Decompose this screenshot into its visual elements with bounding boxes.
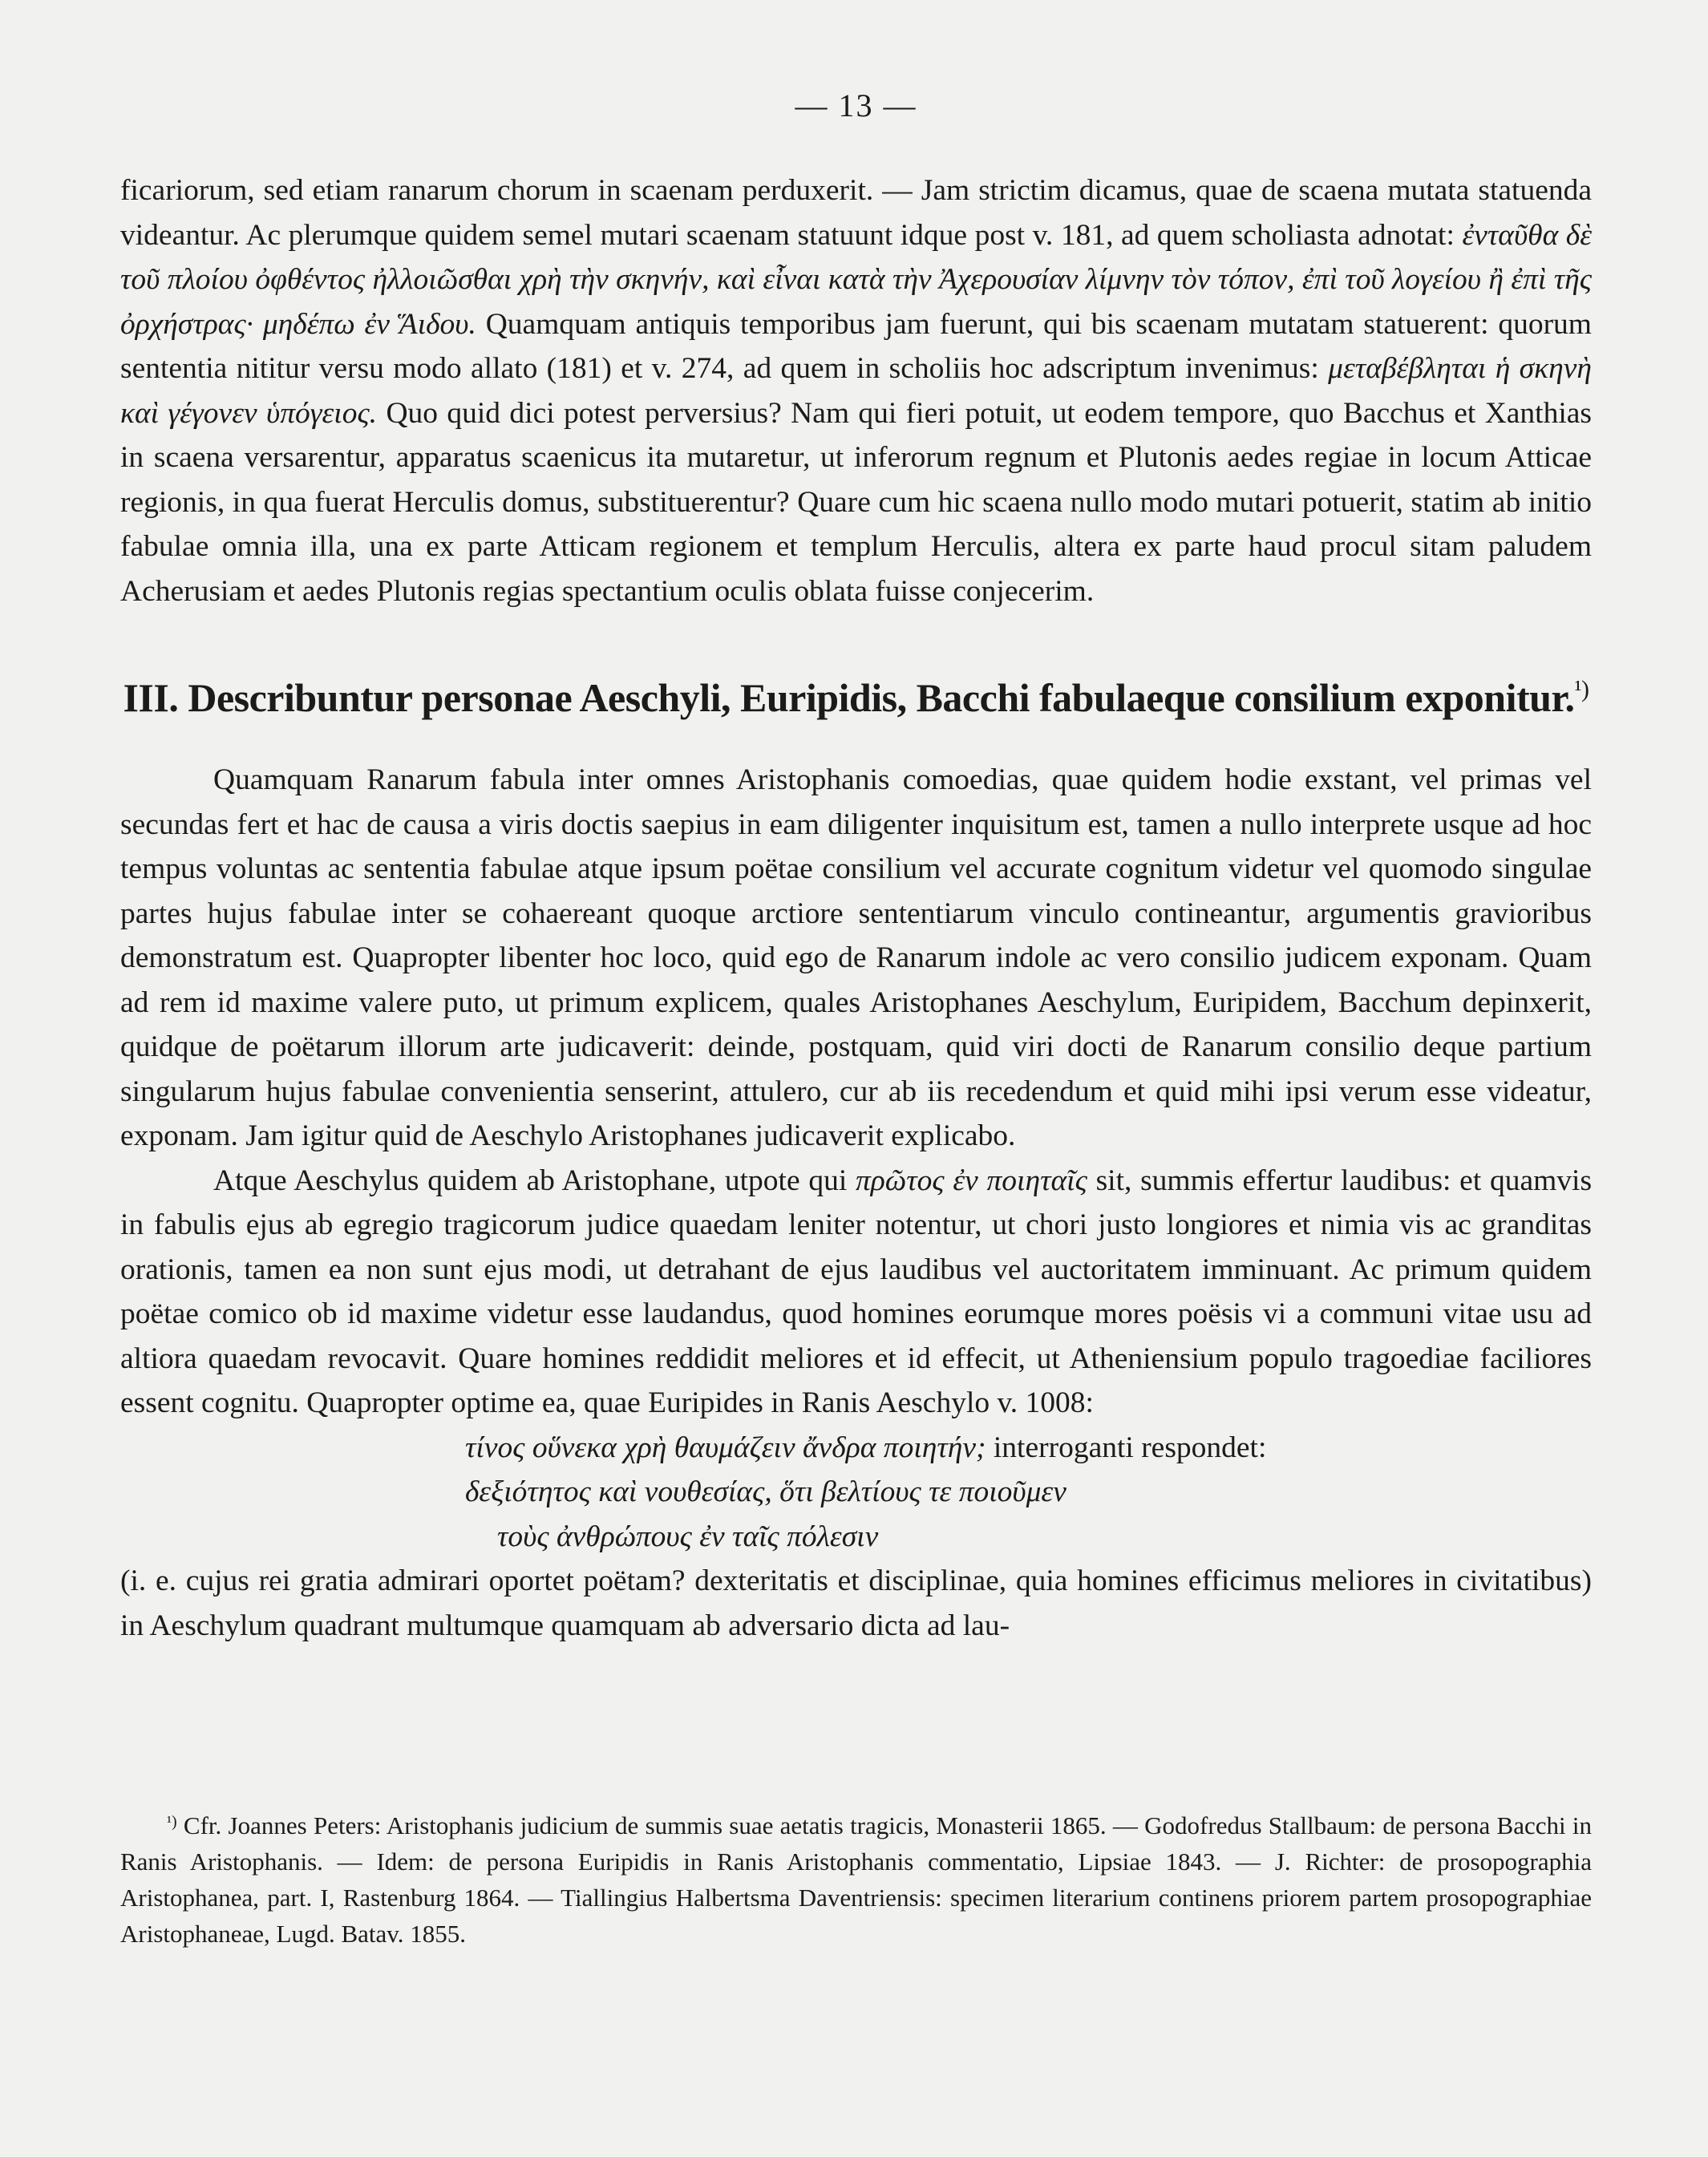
paragraph-aeschylus-start: Atque Aeschylus quidem ab Aristophane, utpote qui bbox=[213, 1163, 848, 1197]
section-heading bbox=[120, 670, 1592, 726]
verse-quote bbox=[120, 1426, 1592, 1560]
paragraph-aeschylus bbox=[120, 1159, 1592, 1426]
paragraph-ranarum: Quamquam Ranarum fabula inter omnes Aristophanis comoedias, quae quidem hodie exstant, vel primas vel secundas fert et hac de causa a viris doctis saepius in eam diligenter inquisitum est, tamen a nullo interprete usque ad hoc tempus voluntas ac sententia fabulae atque ipsum poëtae consilium vel accurate cognitum videtur vel quomodo singulae partes hujus fabulae inter se cohaereant quoque arctiore sententiarum vinculo contineantur, argumentis gravioribus demonstratum est. Quapropter libenter hoc loco, quid ego de Ranarum indole ac vero consilio judicem exponam. Quam ad rem id maxime valere puto, ut primum explicem, quales Aristophanes Aeschylum, Euripidem, Bacchum depinxerit, quidque de poëtarum illorum arte judicaverit: deinde, postquam, quid viri docti de Ranarum consilio deque partium singularum hujus fabulae convenientia senserint, attulero, cur ab iis recedendum et quid mihi ipsi verum esse videatur, exponam. Jam igitur quid de Aeschylo Aristophanes judicaverit explicabo. bbox=[120, 763, 1592, 1152]
footnote-text: Cfr. Joannes Peters: Aristophanis judicium de summis suae aetatis tragicis, Monasterii 1865. — Godofredus Stallbaum: de persona Bacchi in Ranis Aristophanis. — Idem: de persona Euripidis in Ranis Aristophanis commentatio, Lipsiae 1843. — J. Richter: de prosopographia Aristophanea, part. I, Rastenburg 1864. — Tiallingius Halbertsma Daventriensis: specimen literarium continens priorem partem prosopographiae Aristophaneae, Lugd. Batav. 1855. bbox=[120, 1811, 1592, 1948]
greek-scholion: ἐνταῦθα δὲ τοῦ πλοίου ὀφθέντος ἠλλοιῶσθαι χρὴ τὴν σκηνήν, καὶ εἶναι κατὰ τὴν Ἀχερουσίαν λίμνην τὸν τόπον, ἐπὶ τοῦ λογείου ἢ ἐπὶ τῆς ὀρχήστρας· μηδέπω ἐν Ἅιδου. bbox=[120, 218, 1593, 341]
quote-line-2: δεξιότητος καὶ νουθεσίας, ὅτι βελτίους τε ποιοῦμεν bbox=[465, 1475, 1066, 1508]
quote-line-3: τοὺς ἀνθρώπους ἐν ταῖς πόλεσιν bbox=[497, 1520, 879, 1553]
footnotes bbox=[120, 1807, 1592, 1952]
section-heading-text: III. Describuntur personae Aeschyli, Euripidis, Bacchi fabulaeque consilium exponitur. bbox=[123, 675, 1575, 720]
quote-line-1 bbox=[465, 1426, 1592, 1471]
quote-line-1-latin: interroganti respondet: bbox=[993, 1431, 1267, 1464]
paragraph-aeschylus-rest: sit, summis effertur laudibus: et quamvis in fabulis ejus ab egregio tragicorum judice quaedam leniter notentur, ut chori justo longiores et nimia vis ac granditas orationis, tamen ea non sunt ejus modi, ut detrahant de ejus laudibus vel auctoritatem imminuant. Ac primum quidem poëtae comico ob id maxime videtur esse laudandus, quod homines eorumque mores poësis vi a communi vitae usu ad altiora quaedam revocavit. Quare homines reddidit meliores et id effecit, ut Atheniensium populo tragoediae faciliores essent cognitu. Quapropter optime ea, quae Euripides in Ranis Aeschylo v. 1008: bbox=[120, 1163, 1593, 1419]
heading-footnote-marker: ¹) bbox=[1574, 676, 1589, 702]
greek-scholion-second: μεταβέβληται ἡ σκηνὴ καὶ γέγονεν ὑπόγειος. bbox=[120, 352, 1592, 430]
paragraph-interpretation: (i. e. cujus rei gratia admirari oportet poëtam? dexteritatis et disciplinae, quia homines efficimus meliores in civitatibus) in Aeschylum quadrant multumque quamquam ab adversario dicta ad lau- bbox=[120, 1564, 1592, 1642]
paragraph-scaena-end: Quo quid dici potest perversius? Nam qui fieri potuit, ut eodem tempore, quo Bacchus et Xanthias in scaena versarentur, apparatus scaenicus ita mutaretur, ut inferorum regnum et Plutonis aedes regiae in locum Atticae regionis, in qua fuerat Herculis domus, substituerentur? Quare cum hic scaena nullo modo mutari potuerit, statim ab initio fabulae omnia illa, una ex parte Atticam regionem et templum Herculis, altera ex parte haud procul sitam paludem Acherusiam et aedes Plutonis regias spectantium oculis oblata fuisse conjecerim. bbox=[120, 396, 1592, 608]
paragraph-scaena bbox=[120, 168, 1592, 613]
page-number: — 13 — bbox=[795, 87, 917, 123]
quote-line-1-greek: τίνος οὕνεκα χρὴ θαυμάζειν ἄνδρα ποιητήν; bbox=[465, 1431, 986, 1464]
paragraph-scaena-continued: Quamquam antiquis temporibus jam fuerunt, qui bis scaenam mutatam statuerent: quorum sententia nititur versu modo allato (181) et v. 274, ad quem in scholiis hoc adscriptum invenimus: bbox=[120, 307, 1592, 385]
body-text bbox=[120, 168, 1592, 1648]
footnote-1 bbox=[120, 1807, 1592, 1952]
greek-protos: πρῶτος ἐν ποιηταῖς bbox=[856, 1163, 1087, 1197]
footnote-marker: ¹) bbox=[167, 1813, 177, 1831]
paragraph-scaena-text: ficariorum, sed etiam ranarum chorum in scaenam perduxerit. — Jam strictim dicamus, quae de scaena mutata statuenda videantur. Ac plerumque quidem semel mutari scaenam statuunt idque post v. 181, ad quem scholiasta adnotat: bbox=[120, 174, 1592, 252]
